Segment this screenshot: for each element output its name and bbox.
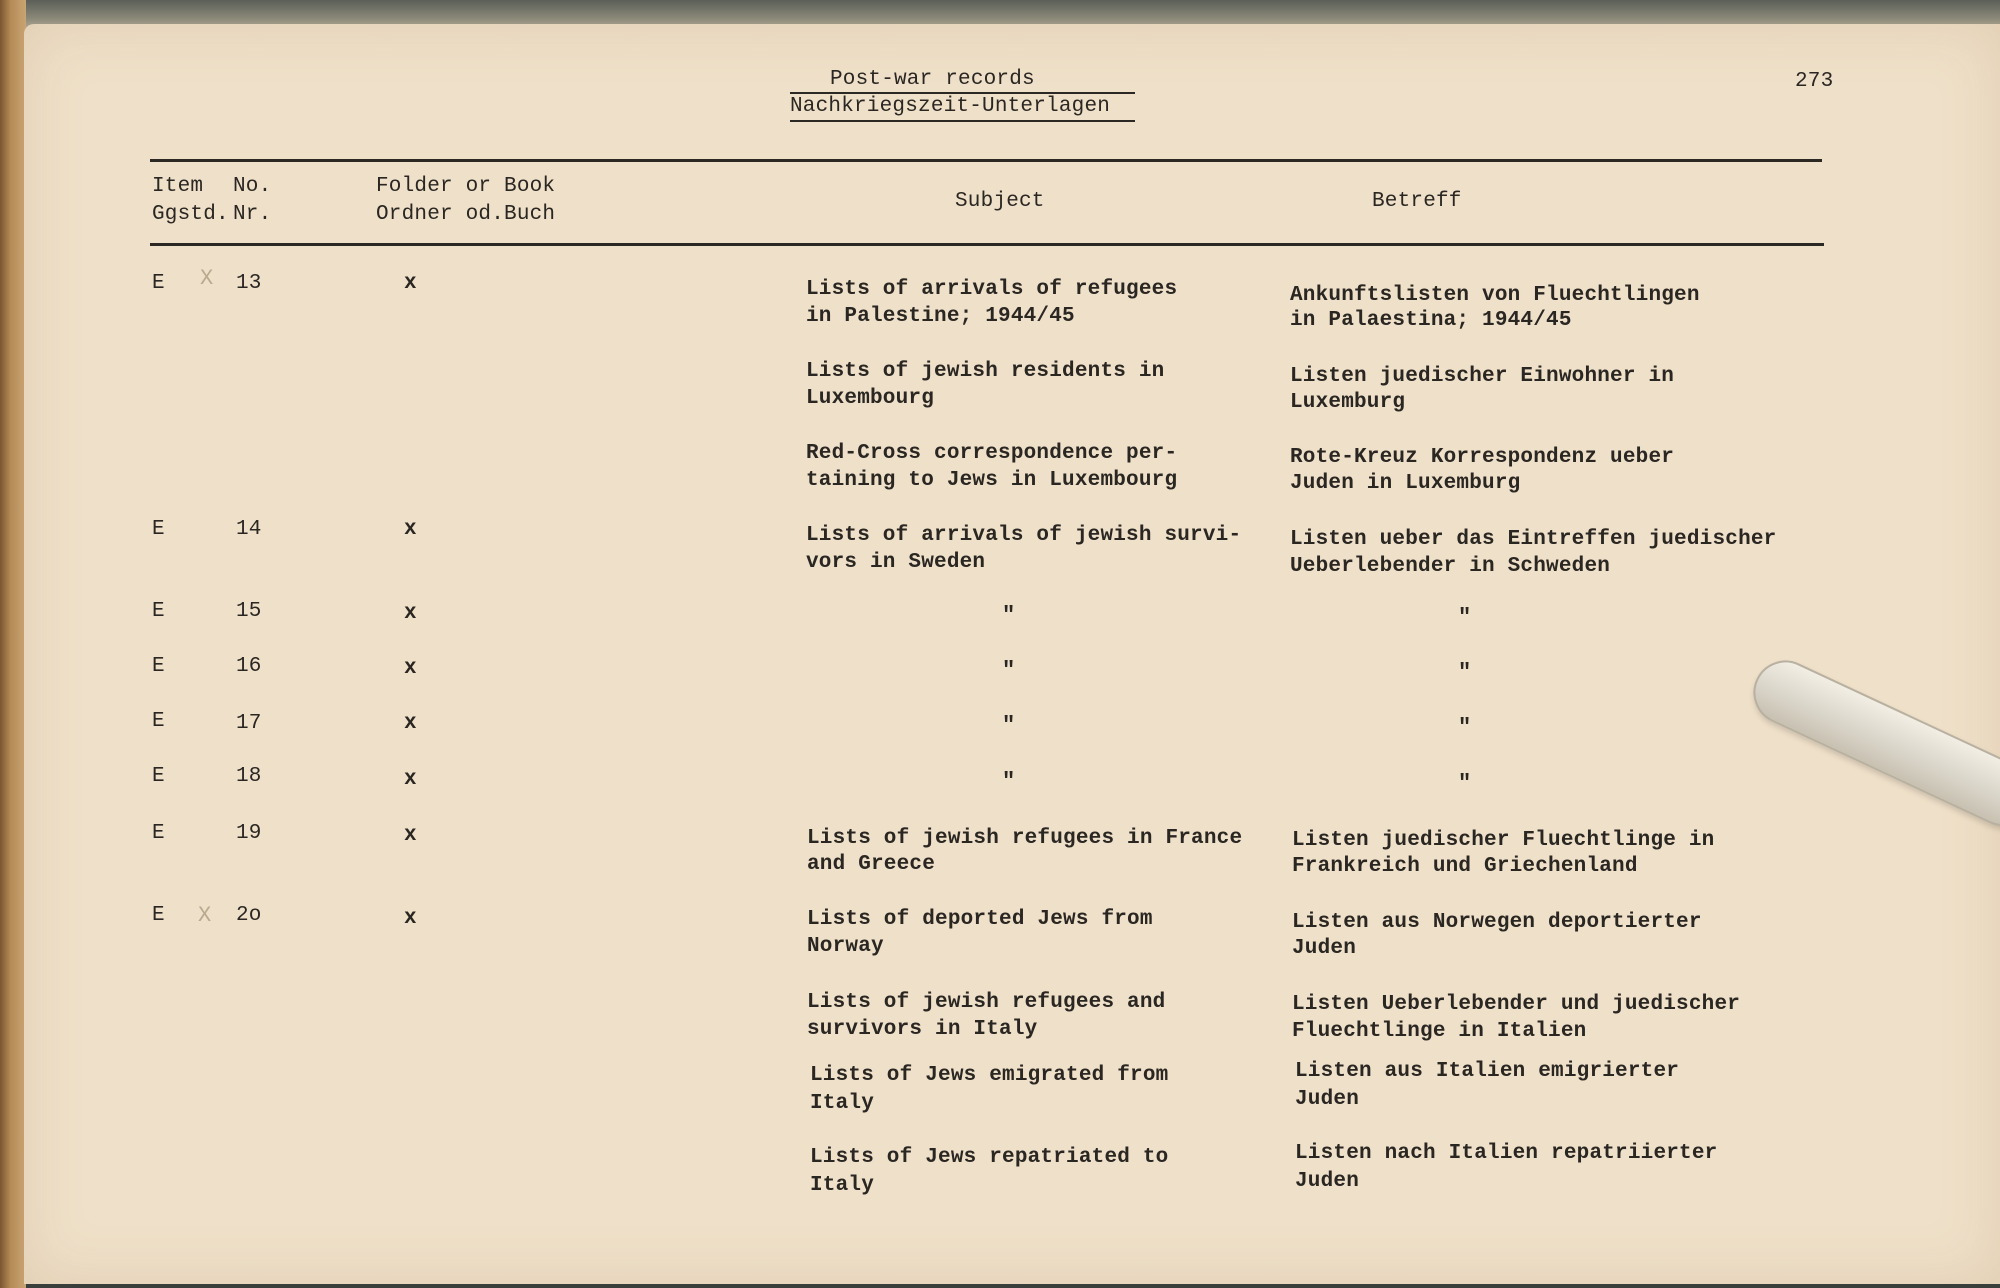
ditto-mark: " bbox=[1002, 713, 1016, 738]
subject-line: Luxembourg bbox=[806, 387, 935, 410]
row-number: 13 bbox=[236, 272, 262, 295]
header-item-en: Item bbox=[152, 175, 204, 198]
row-folder-mark: x bbox=[404, 657, 417, 680]
row-folder-mark: x bbox=[404, 907, 417, 930]
betreff-line: Listen juedischer Einwohner in bbox=[1290, 365, 1675, 388]
betreff-line: Listen aus Italien emigrierter bbox=[1295, 1060, 1680, 1083]
subject-line: Lists of jewish residents in bbox=[806, 360, 1165, 383]
row-number: 16 bbox=[236, 655, 262, 678]
row-folder-mark: x bbox=[404, 602, 417, 625]
subject-line: and Greece bbox=[807, 853, 936, 876]
row-item: E bbox=[152, 518, 165, 541]
margin-check-mark: X bbox=[198, 903, 212, 928]
betreff-line: Luxemburg bbox=[1290, 391, 1406, 414]
betreff-line: Listen aus Norwegen deportierter bbox=[1292, 911, 1702, 934]
subject-line: Norway bbox=[807, 935, 884, 958]
ditto-mark: " bbox=[1458, 660, 1472, 685]
row-item: E bbox=[152, 904, 165, 927]
row-item: E bbox=[152, 765, 165, 788]
header-folder-en: Folder or Book bbox=[376, 175, 556, 198]
subject-line: Lists of Jews emigrated from bbox=[810, 1064, 1169, 1087]
ditto-mark: " bbox=[1458, 771, 1472, 796]
row-item: E bbox=[152, 822, 165, 845]
title-underline-2 bbox=[790, 120, 1135, 122]
subject-line: Lists of jewish refugees and bbox=[807, 991, 1166, 1014]
subject-line: in Palestine; 1944/45 bbox=[806, 305, 1075, 328]
subject-line: Italy bbox=[810, 1174, 875, 1197]
betreff-line: Rote-Kreuz Korrespondenz ueber bbox=[1290, 446, 1675, 469]
row-item: E bbox=[152, 272, 165, 295]
book-binding-edge bbox=[0, 0, 26, 1288]
subject-line: Red-Cross correspondence per- bbox=[806, 442, 1178, 465]
row-item: E bbox=[152, 710, 165, 733]
table-top-rule bbox=[150, 159, 1822, 162]
subject-line: Lists of deported Jews from bbox=[807, 908, 1153, 931]
ditto-mark: " bbox=[1458, 715, 1472, 740]
betreff-line: Listen ueber das Eintreffen juedischer bbox=[1290, 528, 1777, 551]
subject-line: Lists of arrivals of jewish survi- bbox=[806, 524, 1242, 547]
betreff-line: Listen Ueberlebender und juedischer bbox=[1292, 993, 1741, 1016]
betreff-line: Juden bbox=[1295, 1170, 1360, 1193]
ditto-mark: " bbox=[1458, 605, 1472, 630]
header-item-de: Ggstd. bbox=[152, 203, 229, 226]
page-number: 273 bbox=[1795, 70, 1834, 93]
betreff-line: in Palaestina; 1944/45 bbox=[1290, 309, 1572, 332]
row-folder-mark: x bbox=[404, 272, 417, 295]
row-folder-mark: x bbox=[404, 824, 417, 847]
betreff-line: Juden bbox=[1295, 1088, 1360, 1111]
subject-line: Italy bbox=[810, 1092, 875, 1115]
betreff-line: Juden bbox=[1292, 937, 1357, 960]
betreff-line: Frankreich und Griechenland bbox=[1292, 855, 1638, 878]
row-number: 19 bbox=[236, 822, 262, 845]
row-number: 2o bbox=[236, 904, 262, 927]
row-item: E bbox=[152, 655, 165, 678]
betreff-line: Listen juedischer Fluechtlinge in bbox=[1292, 829, 1715, 852]
subject-line: vors in Sweden bbox=[806, 551, 986, 574]
header-betreff: Betreff bbox=[1372, 190, 1462, 213]
ditto-mark: " bbox=[1002, 603, 1016, 628]
subject-line: survivors in Italy bbox=[807, 1018, 1038, 1041]
row-folder-mark: x bbox=[404, 768, 417, 791]
row-number: 17 bbox=[236, 712, 262, 735]
betreff-line: Ueberlebender in Schweden bbox=[1290, 555, 1611, 578]
page-title-de: Nachkriegszeit-Unterlagen bbox=[790, 95, 1111, 118]
betreff-line: Ankunftslisten von Fluechtlingen bbox=[1290, 284, 1700, 307]
betreff-line: Juden in Luxemburg bbox=[1290, 472, 1521, 495]
header-subject: Subject bbox=[955, 190, 1045, 213]
margin-check-mark: X bbox=[200, 266, 214, 291]
row-number: 18 bbox=[236, 765, 262, 788]
row-folder-mark: x bbox=[404, 518, 417, 541]
betreff-line: Listen nach Italien repatriierter bbox=[1295, 1142, 1718, 1165]
header-folder-de: Ordner od.Buch bbox=[376, 203, 556, 226]
header-no-de: Nr. bbox=[233, 203, 272, 226]
page-title-en: Post-war records bbox=[830, 68, 1035, 91]
betreff-line: Fluechtlinge in Italien bbox=[1292, 1020, 1587, 1043]
ditto-mark: " bbox=[1002, 658, 1016, 683]
row-item: E bbox=[152, 600, 165, 623]
subject-line: Lists of Jews repatriated to bbox=[810, 1146, 1169, 1169]
subject-line: Lists of jewish refugees in France bbox=[807, 827, 1243, 850]
table-header-rule bbox=[150, 243, 1824, 246]
row-number: 14 bbox=[236, 518, 262, 541]
row-number: 15 bbox=[236, 600, 262, 623]
subject-line: taining to Jews in Luxembourg bbox=[806, 469, 1178, 492]
header-no-en: No. bbox=[233, 175, 272, 198]
row-folder-mark: x bbox=[404, 712, 417, 735]
subject-line: Lists of arrivals of refugees bbox=[806, 278, 1178, 301]
ditto-mark: " bbox=[1002, 769, 1016, 794]
